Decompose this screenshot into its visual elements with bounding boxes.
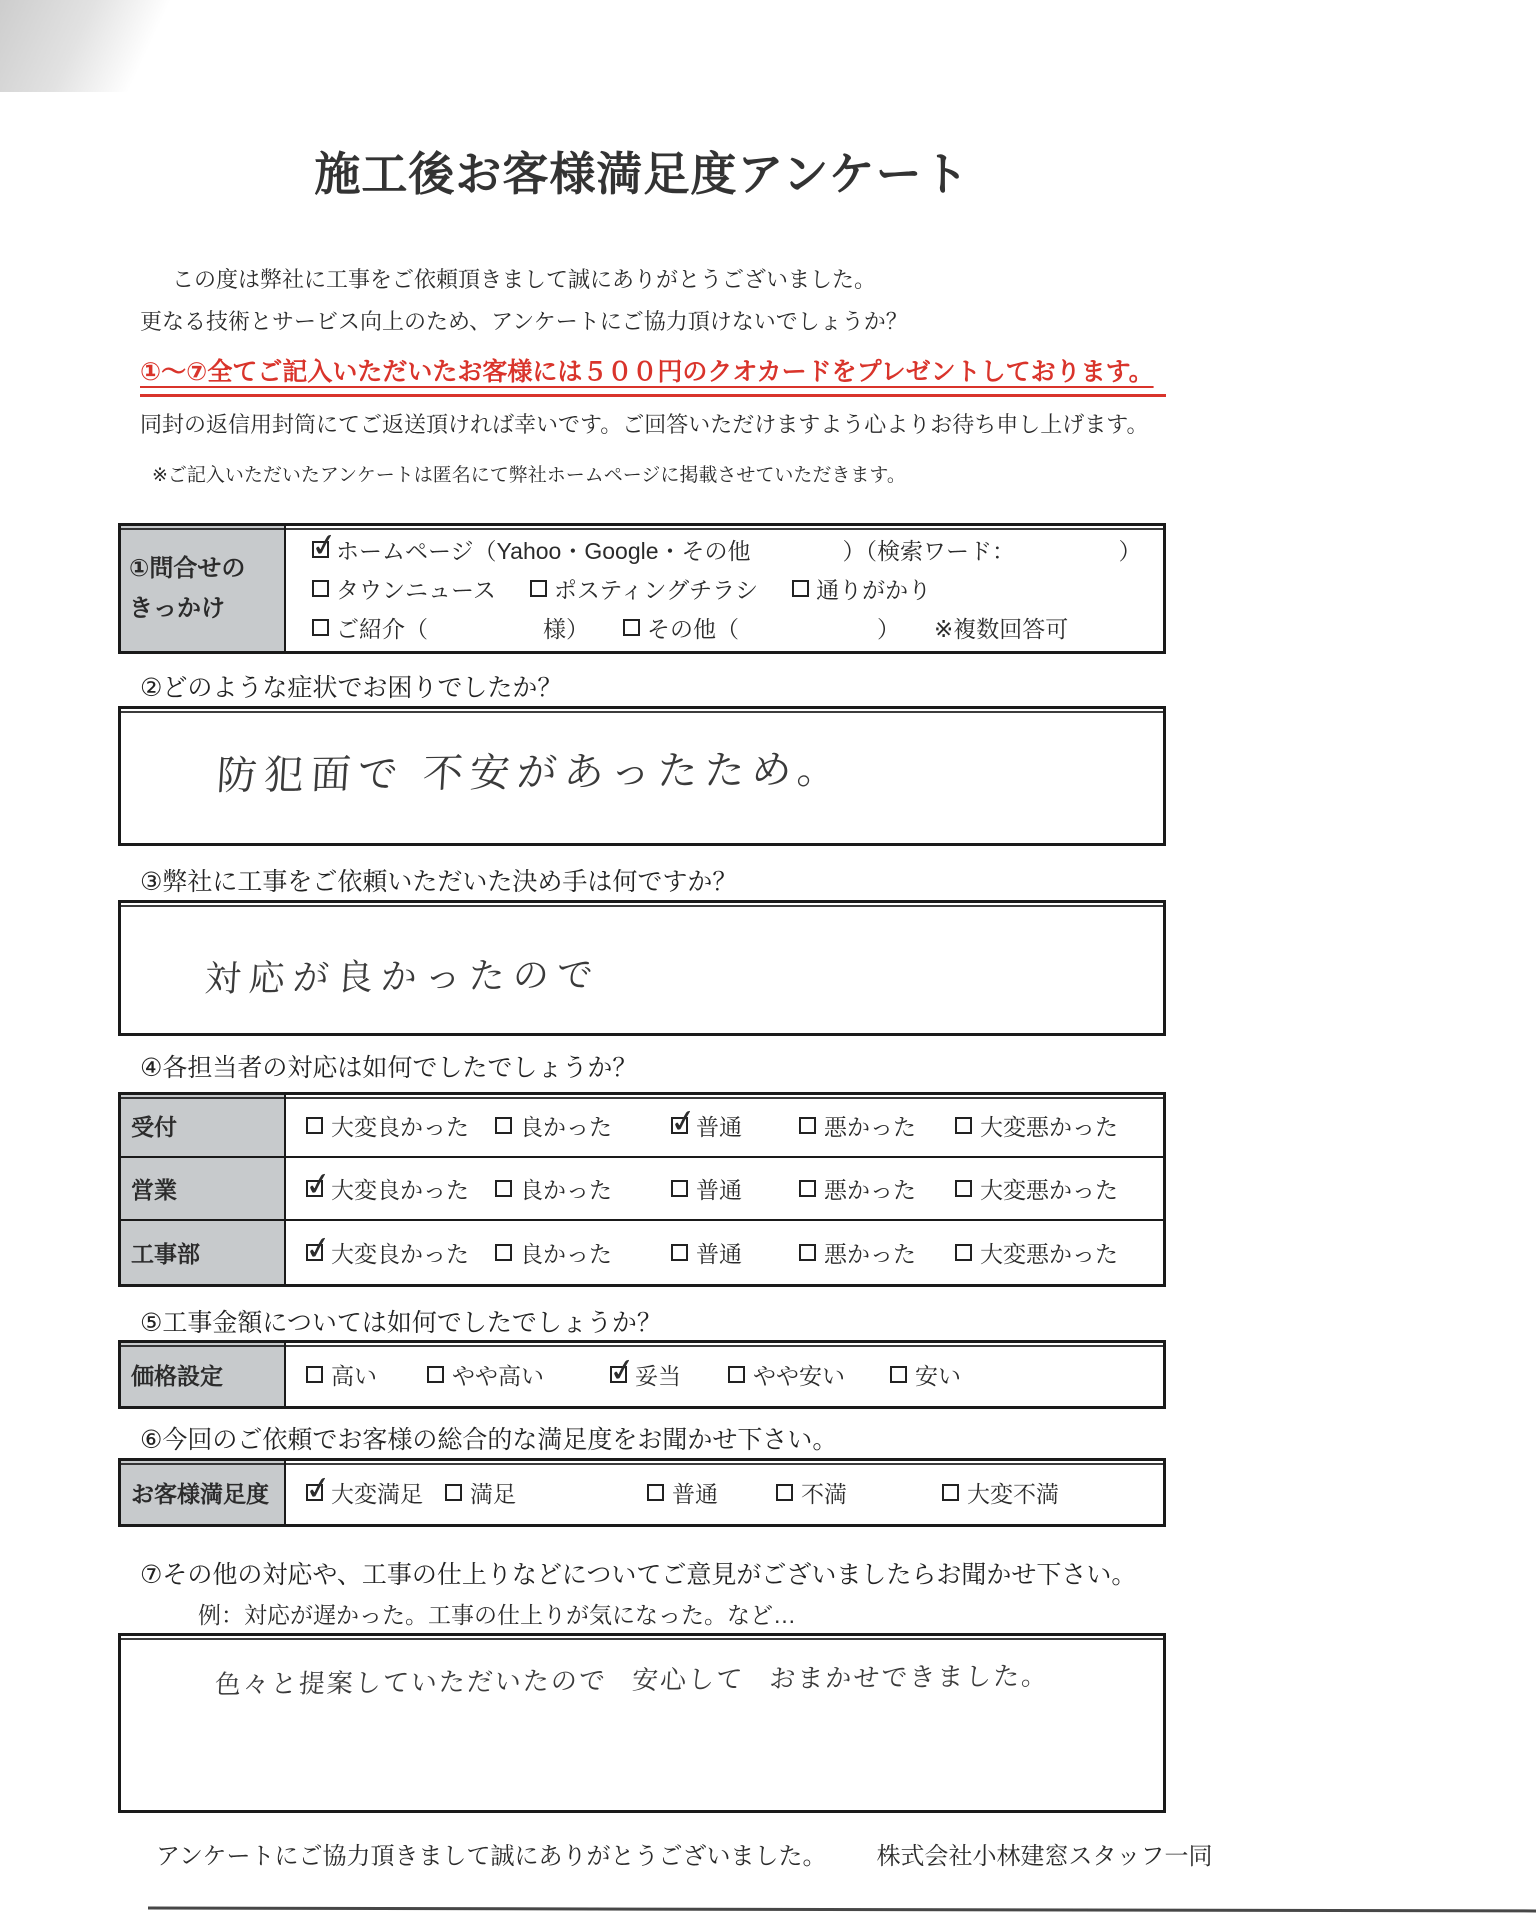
- rating-options: [286, 1343, 1163, 1406]
- checkbox[interactable]: [799, 1180, 816, 1197]
- checkbox-label: ポスティングチラシ: [553, 577, 759, 603]
- question-6-label: ⑥今回のご依頼でお客様の総合的な満足度をお聞かせ下さい。: [140, 1426, 838, 1454]
- checkbox-label: 悪かった: [824, 1177, 916, 1203]
- scan-corner-artifact: [0, 0, 195, 92]
- inquiry-option-row: [312, 530, 1176, 569]
- checkbox[interactable]: [955, 1117, 972, 1134]
- intro-line-1: この度は弊社に工事をご依頼頂きまして誠にありがとうございました。: [172, 267, 877, 292]
- checkbox[interactable]: [942, 1484, 959, 1501]
- question-4-label: ④各担当者の対応は如何でしたでしょうか？: [140, 1054, 638, 1082]
- rating-option: [671, 1109, 799, 1142]
- rating-options: [286, 1221, 1163, 1284]
- checkbox-label: 普通: [696, 1241, 742, 1267]
- answer-box-2[interactable]: [118, 706, 1166, 846]
- row-header: 受付: [121, 1095, 286, 1156]
- rating-option: [671, 1236, 799, 1269]
- rating-option: [955, 1109, 1118, 1142]
- checkbox[interactable]: [495, 1244, 512, 1261]
- rating-option: [306, 1172, 495, 1205]
- checkbox-label: 悪かった: [824, 1114, 916, 1140]
- handwritten-answer-3: 対応が良かったので: [203, 953, 603, 1000]
- inquiry-option-row: [312, 569, 1176, 608]
- handwritten-answer-2: 防犯面で 不安があったため。: [215, 747, 846, 799]
- checkbox-label: 通りがかり: [816, 577, 932, 603]
- checkbox[interactable]: [799, 1117, 816, 1134]
- answer-box-7[interactable]: [118, 1633, 1166, 1813]
- checkbox-label: やや高い: [452, 1363, 544, 1389]
- rating-option: [799, 1236, 955, 1269]
- rating-option: [306, 1358, 427, 1391]
- table-row: [121, 1158, 1163, 1221]
- checkbox-label: 大変満足: [331, 1481, 423, 1507]
- rating-option: [610, 1358, 728, 1391]
- rating-option: [942, 1476, 1059, 1509]
- checkbox-label: 大変悪かった: [980, 1114, 1118, 1140]
- anonymous-note: ※ご記入いただいたアンケートは匿名にて弊社ホームページに掲載させていただきます。: [152, 465, 906, 486]
- checkbox[interactable]: [445, 1484, 462, 1501]
- checkbox-checked[interactable]: [306, 1244, 323, 1261]
- checkbox-label: 良かった: [520, 1114, 612, 1140]
- rating-options: [286, 1158, 1163, 1219]
- satisfaction-rating-table: [118, 1458, 1166, 1527]
- question-7-label: ⑦その他の対応や、工事の仕上りなどについてご意見がございましたらお聞かせ下さい。: [140, 1561, 1137, 1589]
- row-header: 価格設定: [121, 1343, 286, 1406]
- rating-option: [495, 1236, 671, 1269]
- checkbox-checked[interactable]: [610, 1366, 627, 1383]
- inquiry-source-header-line2: きっかけ: [129, 594, 225, 622]
- checkbox-label: 妥当: [635, 1363, 681, 1389]
- footer-company: 株式会社小林建窓スタッフ一同: [876, 1843, 1213, 1870]
- row-header: 営業: [121, 1158, 286, 1219]
- inquiry-source-options: [286, 526, 1176, 651]
- table-row: [121, 1343, 1163, 1406]
- rating-option: [776, 1476, 942, 1509]
- checkbox-label: 普通: [696, 1114, 742, 1140]
- handwritten-answer-7: 色々と提案していただいたので 安心して おまかせできました。: [214, 1660, 1051, 1700]
- checkbox[interactable]: [623, 619, 640, 636]
- return-note: 同封の返信用封筒にてご返送頂ければ幸いです。ご回答いただけますよう心よりお待ち申し上げます。: [140, 412, 1149, 437]
- checkbox[interactable]: [530, 580, 547, 597]
- checkbox-label: 大変良かった: [331, 1114, 469, 1140]
- checkbox[interactable]: [728, 1366, 745, 1383]
- checkbox[interactable]: [671, 1244, 688, 1261]
- checkbox-label: 悪かった: [824, 1241, 916, 1267]
- intro-line-2: 更なる技術とサービス向上のため、アンケートにご協力頂けないでしょうか？: [140, 309, 908, 334]
- checkbox-label: やや安い: [753, 1363, 845, 1389]
- rating-option: [799, 1172, 955, 1205]
- checkbox-label: タウンニュース: [336, 577, 496, 603]
- checkbox-label: 良かった: [520, 1177, 612, 1203]
- footer: [156, 1836, 1213, 1871]
- checkbox[interactable]: [306, 1117, 323, 1134]
- inquiry-option-row: [312, 608, 1176, 647]
- rating-option: [306, 1109, 495, 1142]
- rating-option: [728, 1358, 890, 1391]
- rating-option: [427, 1358, 610, 1391]
- checkbox-label: 大変不満: [967, 1481, 1059, 1507]
- scan-edge-line: [148, 1907, 1536, 1913]
- question-3-label: ③弊社に工事をご依頼いただいた決め手は何ですか？: [140, 868, 738, 896]
- checkbox-checked[interactable]: [671, 1117, 688, 1134]
- question-5-label: ⑤工事金額については如何でしたでしょうか？: [140, 1309, 662, 1337]
- checkbox-label: 大変悪かった: [980, 1177, 1118, 1203]
- checkbox-label: 良かった: [520, 1241, 612, 1267]
- checkbox[interactable]: [495, 1117, 512, 1134]
- checkbox[interactable]: [955, 1244, 972, 1261]
- checkbox[interactable]: [312, 580, 329, 597]
- inquiry-source-header: [121, 526, 286, 651]
- checkbox-label: ホームページ（Yahoo・Google・その他 ）（検索ワード： ）: [336, 538, 1142, 564]
- checkbox[interactable]: [306, 1366, 323, 1383]
- rating-option: [955, 1172, 1118, 1205]
- checkbox-label: 普通: [672, 1481, 718, 1507]
- staff-rating-table: [118, 1092, 1166, 1287]
- checkbox[interactable]: [495, 1180, 512, 1197]
- checkbox-label: 安い: [915, 1363, 961, 1389]
- checkbox-label: 大変良かった: [331, 1177, 469, 1203]
- checkbox[interactable]: [955, 1180, 972, 1197]
- rating-option: [306, 1476, 445, 1509]
- checkbox-label: その他（ ）: [647, 616, 900, 642]
- checkbox-label: 普通: [696, 1177, 742, 1203]
- rating-option: [647, 1476, 776, 1509]
- promo-line: ①～⑦全てご記入いただいたお客様には５００円のクオカードをプレゼントしております。: [140, 352, 1166, 397]
- table-row: [121, 1095, 1163, 1158]
- checkbox-label: 不満: [801, 1481, 847, 1507]
- row-header: 工事部: [121, 1221, 286, 1284]
- checkbox[interactable]: [312, 619, 329, 636]
- rating-option: [495, 1109, 671, 1142]
- checkbox[interactable]: [792, 580, 809, 597]
- rating-option: [306, 1236, 495, 1269]
- checkbox[interactable]: [776, 1484, 793, 1501]
- rating-options: [286, 1461, 1163, 1524]
- answer-box-3[interactable]: [118, 900, 1166, 1036]
- checkbox-checked[interactable]: [312, 541, 329, 558]
- checkbox[interactable]: [427, 1366, 444, 1383]
- rating-option: [445, 1476, 647, 1509]
- footer-thanks: アンケートにご協力頂きまして誠にありがとうございました。: [156, 1843, 827, 1870]
- checkbox-label: ご紹介（ 様）: [336, 616, 589, 642]
- checkbox[interactable]: [799, 1244, 816, 1261]
- rating-option: [799, 1109, 955, 1142]
- multi-answer-note: ※複数回答可: [934, 616, 1069, 642]
- checkbox-label: 大変良かった: [331, 1241, 469, 1267]
- rating-option: [890, 1358, 961, 1391]
- row-header: お客様満足度: [121, 1461, 286, 1524]
- table-row: [121, 1221, 1163, 1284]
- rating-option: [671, 1172, 799, 1205]
- checkbox-label: 高い: [331, 1363, 377, 1389]
- rating-option: [495, 1172, 671, 1205]
- checkbox[interactable]: [647, 1484, 664, 1501]
- inquiry-source-table: [118, 523, 1166, 654]
- table-row: [121, 1461, 1163, 1524]
- inquiry-source-header-line1: ①問合せの: [129, 554, 246, 582]
- checkbox-checked[interactable]: [306, 1484, 323, 1501]
- question-2-label: ②どのような症状でお困りでしたか？: [140, 674, 563, 702]
- checkbox-checked[interactable]: [306, 1180, 323, 1197]
- rating-options: [286, 1095, 1163, 1156]
- checkbox[interactable]: [890, 1366, 907, 1383]
- page-title: 施工後お客様満足度アンケート: [314, 148, 970, 200]
- checkbox-label: 大変悪かった: [980, 1241, 1118, 1267]
- price-rating-table: [118, 1340, 1166, 1409]
- checkbox[interactable]: [671, 1180, 688, 1197]
- rating-option: [955, 1236, 1118, 1269]
- checkbox-label: 満足: [470, 1481, 516, 1507]
- question-7-example: 例：対応が遅かった。工事の仕上りが気になった。など…: [198, 1602, 796, 1628]
